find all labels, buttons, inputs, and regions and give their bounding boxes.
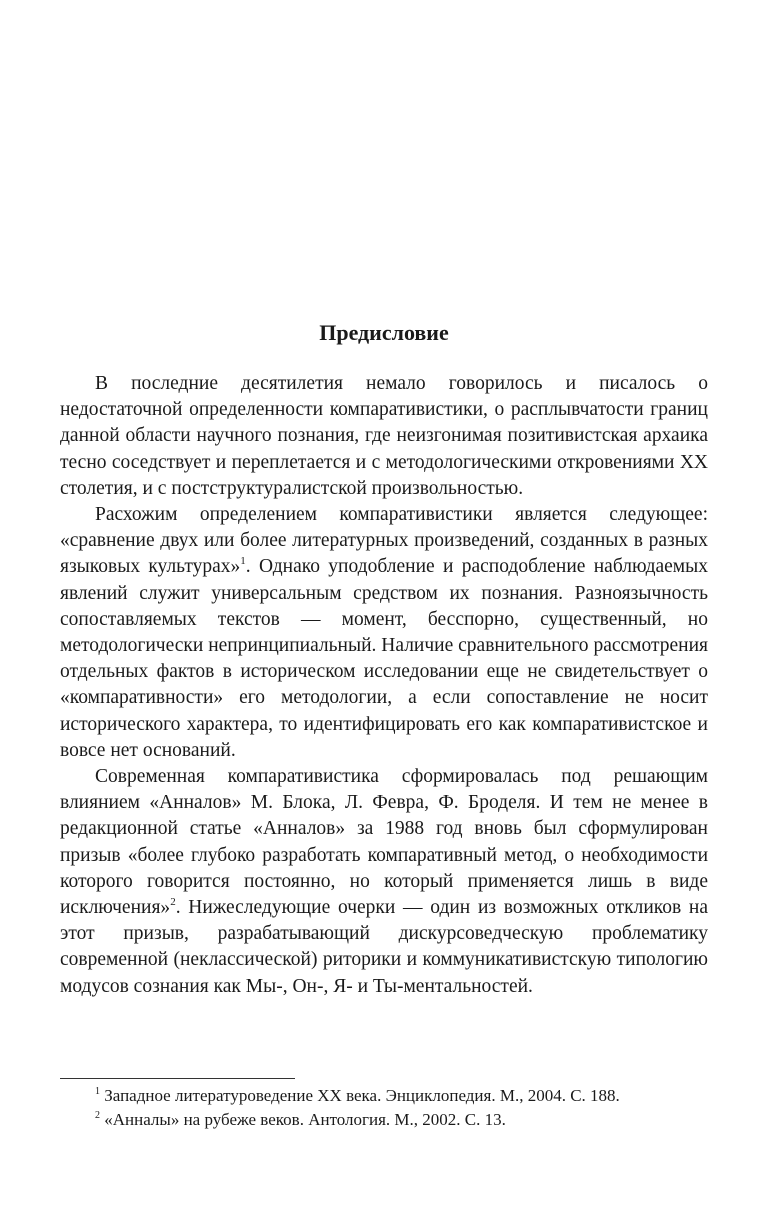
footnote-number: 1 bbox=[95, 1086, 100, 1097]
paragraph-text: . Однако уподобление и расподобление наблюдаемых явлений служит универсальным средством их познания. Разноязычность сопоставляемых текстов — момент, бесспорно, существенный, но методологически непринципиальный. Наличие сравнительного рассмотрения отдельных фактов в историческом исследовании еще не свидетельствует о «компаративности» его методологии, а если сопоставление не носит исторического характера, то идентифицировать его как компаративистское и вовсе нет оснований. bbox=[60, 556, 708, 761]
paragraph bbox=[60, 371, 708, 502]
paragraph-text: . Нижеследующие очерки — один из возможных откликов на этот призыв, разрабатывающий дискурсоведческую проблематику современной (неклассической) риторики и коммуникативистскую типологию модусов сознания как Мы-, Он-, Я- и Ты-ментальностей. bbox=[60, 897, 708, 997]
paragraph-text: В последние десятилетия немало говорилось и писалось о недостаточной определенности компаративистики, о расплывчатости границ данной области научного познания, где неизгонимая позитивистская архаика тесно соседствует и переплетается и с методологическими откровениями XX столетия, и с постструктуралистской произвольностью. bbox=[60, 373, 708, 499]
footnote-divider bbox=[60, 1078, 295, 1079]
footnote-ref[interactable]: 1 bbox=[240, 555, 246, 568]
paragraph-text: Современная компаративистика сформировалась под решающим влиянием «Анналов» М. Блока, Л. Февра, Ф. Броделя. И тем не менее в редакционной статье «Анналов» за 1988 год вновь был сформулирован призыв «более глубоко разработать компаративный метод, о необходимости которого говорится постоянно, но который применяется лишь в виде исключения» bbox=[60, 766, 708, 919]
footnote-number: 2 bbox=[95, 1110, 100, 1121]
footnote-text: Западное литературоведение XX века. Энциклопедия. М., 2004. С. 188. bbox=[104, 1086, 620, 1105]
body-text bbox=[60, 371, 708, 1000]
page-title: Предисловие bbox=[319, 320, 449, 345]
footnote-text: «Анналы» на рубеже веков. Антология. М., 2002. С. 13. bbox=[104, 1110, 506, 1129]
footnote bbox=[60, 1108, 708, 1132]
footnote bbox=[60, 1084, 708, 1108]
footnote-ref[interactable]: 2 bbox=[170, 896, 176, 909]
footnotes bbox=[60, 1084, 708, 1132]
paragraph bbox=[60, 764, 708, 1000]
document-page bbox=[60, 0, 708, 1211]
paragraph bbox=[60, 502, 708, 764]
paragraph-text: Расхожим определением компаративистики является следующее: «сравнение двух или более литературных произведений, созданных в разных языковых культурах» bbox=[60, 504, 708, 578]
